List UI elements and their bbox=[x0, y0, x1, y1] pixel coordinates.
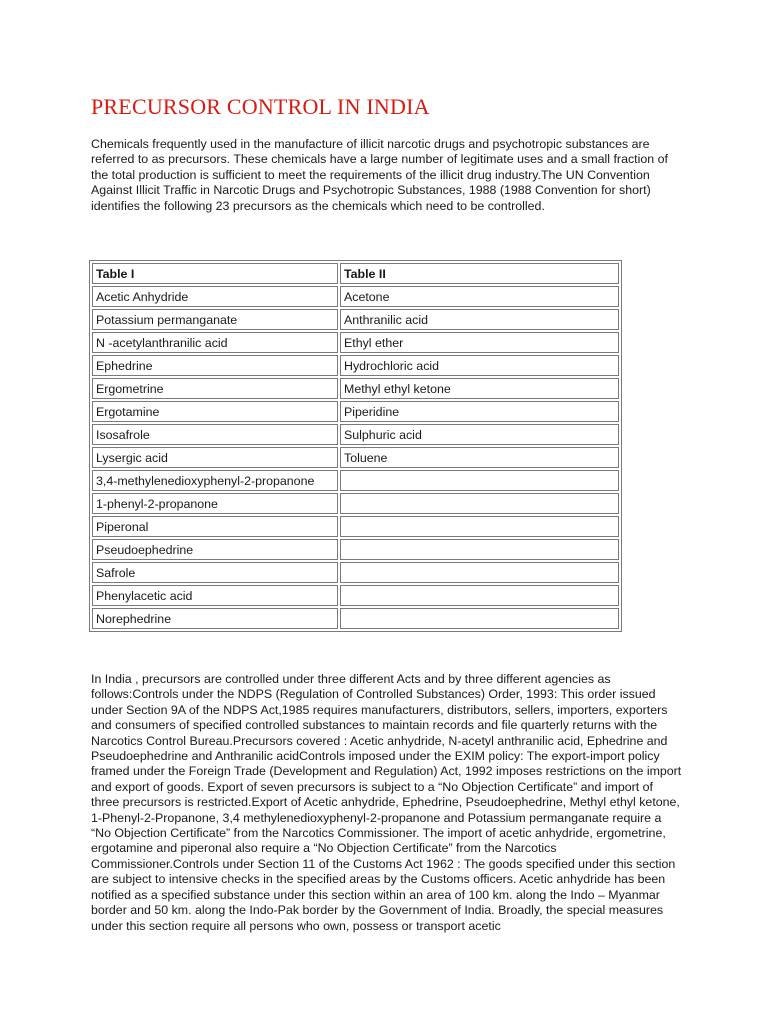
table-row bbox=[92, 585, 619, 606]
table-header-table-ii: Table II bbox=[340, 263, 619, 284]
table-row bbox=[92, 332, 619, 353]
table-cell bbox=[340, 539, 619, 560]
table-cell: Norephedrine bbox=[92, 608, 338, 629]
table-cell bbox=[340, 516, 619, 537]
table-cell: Ethyl ether bbox=[340, 332, 619, 353]
table-cell: 3,4-methylenedioxyphenyl-2-propanone bbox=[92, 470, 338, 491]
table-cell: Sulphuric acid bbox=[340, 424, 619, 445]
body-paragraph: In India , precursors are controlled under three different Acts and by three different agencies as follows:Controls under the NDPS (Regulation of Controlled Substances) Order, 1993: This order issued under Section 9A of the NDPS Act,1985 requires manufacturers, distributors, sellers, importers, exporters and consumers of specified controlled substances to maintain records and file quarterly returns with the Narcotics Control Bureau.Precursors covered : Acetic anhydride, N-acetyl anthranilic acid, Ephedrine and Pseudoephedrine and Anthranilic acidControls imposed under the EXIM policy: The export-import policy framed under the Foreign Trade (Development and Regulation) Act, 1992 imposes restrictions on the import and export of goods. Export of seven precursors is subject to a “No Objection Certificate” and import of three precursors is restricted.Export of Acetic anhydride, Ephedrine, Pseudoephedrine, Methyl ethyl ketone, 1-Phenyl-2-Propanone, 3,4 methylenedioxyphenyl-2-propanone and Potassium permanganate require a “No Objection Certificate” from the Narcotics Commissioner. The import of acetic anhydride, ergometrine, ergotamine and piperonal also require a “No Objection Certificate” from the Narcotics Commissioner.Controls under Section 11 of the Customs Act 1962 : The goods specified under this section are subject to intensive checks in the specified areas by the Customs officers. Acetic anhydride has been notified as a specified substance under this section within an area of 100 km. along the Indo – Myanmar border and 50 km. along the Indo-Pak border by the Government of India. Broadly, the special measures under this section require all persons who own, possess or transport acetic bbox=[91, 672, 682, 933]
table-row bbox=[92, 516, 619, 537]
table-row bbox=[92, 309, 619, 330]
table-cell: Potassium permanganate bbox=[92, 309, 338, 330]
table-row bbox=[92, 286, 619, 307]
table-cell: Ergometrine bbox=[92, 378, 338, 399]
table-cell: Safrole bbox=[92, 562, 338, 583]
precursor-table bbox=[89, 260, 622, 632]
table-row bbox=[92, 447, 619, 468]
table-cell: Acetic Anhydride bbox=[92, 286, 338, 307]
table-cell bbox=[340, 470, 619, 491]
table-row bbox=[92, 355, 619, 376]
table-row bbox=[92, 608, 619, 629]
table-row bbox=[92, 539, 619, 560]
table-cell: Piperonal bbox=[92, 516, 338, 537]
table-cell: 1-phenyl-2-propanone bbox=[92, 493, 338, 514]
intro-paragraph: Chemicals frequently used in the manufacture of illicit narcotic drugs and psychotropic substances are referred to as precursors. These chemicals have a large number of legitimate uses and a small fraction of the total production is sufficient to meet the requirements of the illicit drug industry.The UN Convention Against Illicit Traffic in Narcotic Drugs and Psychotropic Substances, 1988 (1988 Convention for short) identifies the following 23 precursors as the chemicals which need to be controlled. bbox=[91, 137, 668, 213]
table-row bbox=[92, 378, 619, 399]
table-row bbox=[92, 493, 619, 514]
table-cell: Pseudoephedrine bbox=[92, 539, 338, 560]
table-cell: Hydrochloric acid bbox=[340, 355, 619, 376]
table-row bbox=[92, 470, 619, 491]
table-cell: Phenylacetic acid bbox=[92, 585, 338, 606]
table-cell bbox=[340, 585, 619, 606]
table-cell bbox=[340, 608, 619, 629]
table-cell: Methyl ethyl ketone bbox=[340, 378, 619, 399]
table-header-table-i: Table I bbox=[92, 263, 338, 284]
table-cell: N -acetylanthranilic acid bbox=[92, 332, 338, 353]
table-header-row bbox=[92, 263, 619, 284]
table-cell: Acetone bbox=[340, 286, 619, 307]
table-cell: Ergotamine bbox=[92, 401, 338, 422]
table-row bbox=[92, 562, 619, 583]
table-cell: Piperidine bbox=[340, 401, 619, 422]
table-cell bbox=[340, 562, 619, 583]
table-cell: Anthranilic acid bbox=[340, 309, 619, 330]
table-cell: Isosafrole bbox=[92, 424, 338, 445]
table-cell: Ephedrine bbox=[92, 355, 338, 376]
table-row bbox=[92, 424, 619, 445]
table-cell: Toluene bbox=[340, 447, 619, 468]
table-cell bbox=[340, 493, 619, 514]
page-title: PRECURSOR CONTROL IN INDIA bbox=[91, 94, 430, 119]
table-row bbox=[92, 401, 619, 422]
table-cell: Lysergic acid bbox=[92, 447, 338, 468]
